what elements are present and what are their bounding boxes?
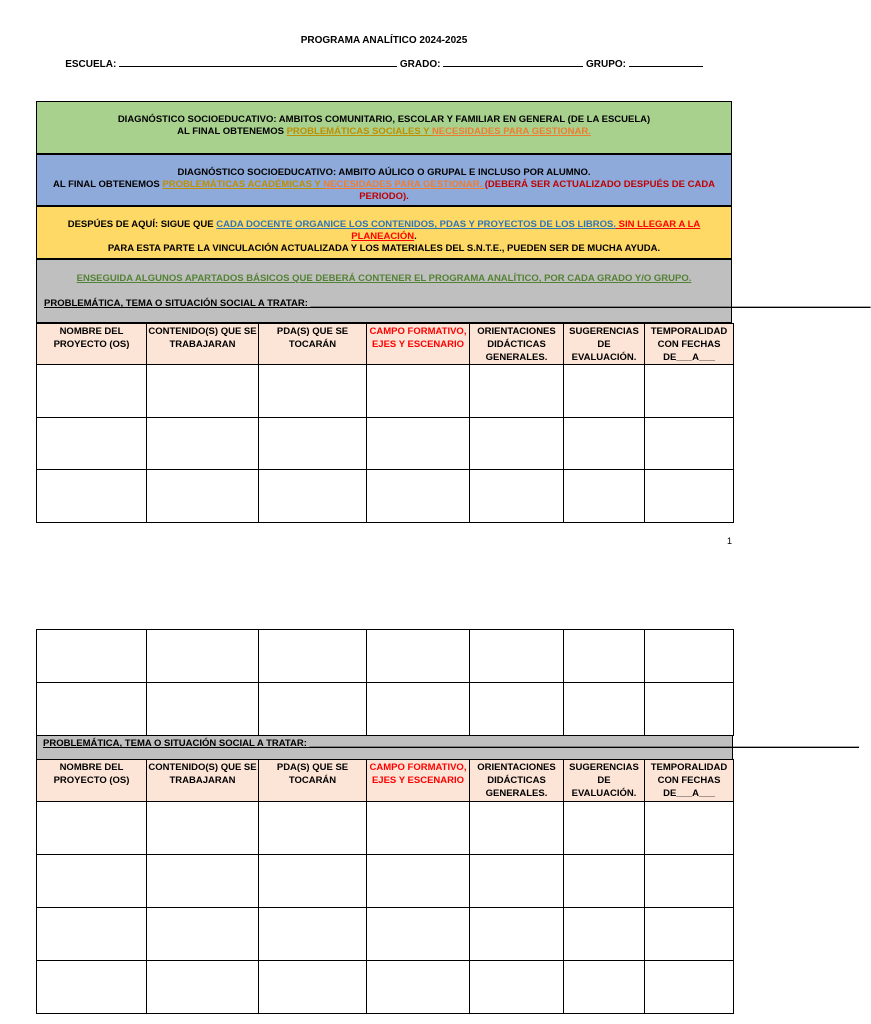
table-cell[interactable] [645,961,734,1014]
table-cell[interactable] [470,470,564,523]
header-sugerencias: SUGERENCIAS DE EVALUACIÓN. [564,760,645,802]
necesidades-link: NECESIDADES PARA GESTIONAR. [431,126,591,137]
header-nombre-proyecto: NOMBRE DEL PROYECTO (OS) [37,760,147,802]
problematica-text: PROBLEMÁTICA, TEMA O SITUACIÓN SOCIAL A TRATAR: [44,298,308,309]
escuela-blank-field[interactable] [119,57,397,67]
table-cell[interactable] [564,418,645,470]
table-cell[interactable] [147,365,259,418]
table-cell[interactable] [564,802,645,855]
table-cell[interactable] [645,683,734,736]
table-cell[interactable] [37,418,147,470]
table-cell[interactable] [367,418,470,470]
diagnostico-escuela-box [36,101,732,154]
grupo-blank-field[interactable] [629,57,703,67]
line-end: . [414,231,417,242]
line-prefix: AL FINAL OBTENEMOS [177,126,287,137]
diagnostico-aulico-line2 [37,179,731,203]
escuela-label: ESCUELA: [65,59,117,70]
table-cell[interactable] [645,802,734,855]
table-cell[interactable] [564,855,645,908]
problematica-label: PROBLEMÁTICA, TEMA O SITUACIÓN SOCIAL A TRATAR: __________________________________________________________________________________________________________ [44,298,871,309]
table-cell[interactable] [259,961,367,1014]
problematicas-academicas-link: PROBLEMÁTICAS ACADÉMICAS Y [162,179,324,190]
table-cell[interactable] [147,470,259,523]
table-cell[interactable] [367,470,470,523]
header-contenidos: CONTENIDO(S) QUE SE TRABAJARAN [147,324,259,365]
table-cell[interactable] [37,855,147,908]
table-cell[interactable] [259,855,367,908]
table-cell[interactable] [470,365,564,418]
table-row [37,855,734,908]
table-cell[interactable] [645,470,734,523]
header-orientaciones: ORIENTACIONES DIDÁCTICAS GENERALES. [470,324,564,365]
table-cell[interactable] [37,802,147,855]
actualizacion-note: (DEBERÁ SER ACTUALIZADO DESPUÉS DE CADA PERIODO). [359,179,716,202]
table-cell[interactable] [147,855,259,908]
table-cell[interactable] [645,855,734,908]
table-cell[interactable] [37,470,147,523]
despues-box [36,206,732,259]
header-campo-formativo: CAMPO FORMATIVO, EJES Y ESCENARIO [367,760,470,802]
table-cell[interactable] [645,908,734,961]
table-cell[interactable] [367,855,470,908]
table-cell[interactable] [564,908,645,961]
table-cell[interactable] [470,802,564,855]
header-temporalidad: TEMPORALIDAD CON FECHAS DE___A___ [645,324,734,365]
table-cell[interactable] [147,961,259,1014]
diagnostico-escuela-line1: DIAGNÓSTICO SOCIOEDUCATIVO: AMBITOS COMUNITARIO, ESCOLAR Y FAMILIAR EN GENERAL (DE LA ESCUELA) [117,114,651,125]
table-cell[interactable] [645,365,734,418]
sin-planeacion-link: SIN LLEGAR A LA PLANEACIÓN [351,219,701,242]
apartados-line: ENSEGUIDA ALGUNOS APARTADOS BÁSICOS QUE DEBERÁ CONTENER EL PROGRAMA ANALÍTICO, POR CADA GRADO Y/O GRUPO. [76,273,692,284]
header-nombre-proyecto: NOMBRE DEL PROYECTO (OS) [37,324,147,365]
table-cell[interactable] [564,630,645,683]
table-row [37,470,734,523]
table-cell[interactable] [367,630,470,683]
table-cell[interactable] [645,418,734,470]
diagnostico-aulico-box [36,154,732,206]
grado-blank-field[interactable] [443,57,583,67]
header-campo-formativo: CAMPO FORMATIVO, EJES Y ESCENARIO [367,324,470,365]
table-cell[interactable] [470,855,564,908]
line-prefix: AL FINAL OBTENEMOS [52,179,163,190]
table-cell[interactable] [645,630,734,683]
table-row [37,908,734,961]
table-header-row [37,324,734,365]
line-prefix: DESPÚES DE AQUÍ: SIGUE QUE [67,219,217,230]
header-temporalidad: TEMPORALIDAD CON FECHAS DE___A___ [645,760,734,802]
table-cell[interactable] [470,418,564,470]
table-cell[interactable] [147,418,259,470]
table-cell[interactable] [564,470,645,523]
table-row [37,365,734,418]
table-cell[interactable] [37,961,147,1014]
organice-contenidos-link: CADA DOCENTE ORGANICE LOS CONTENIDOS, PDAS Y PROYECTOS DE LOS LIBROS. [216,219,616,230]
table-cell[interactable] [147,802,259,855]
table-cell[interactable] [259,418,367,470]
table-cell[interactable] [259,908,367,961]
table-cell[interactable] [259,630,367,683]
table-cell[interactable] [37,365,147,418]
header-sugerencias: SUGERENCIAS DE EVALUACIÓN. [564,324,645,365]
grado-label: GRADO: [399,59,441,70]
page-number: 1 [727,536,733,546]
table-cell[interactable] [564,683,645,736]
table-cell[interactable] [470,630,564,683]
table-cell[interactable] [367,961,470,1014]
table-row [37,418,734,470]
table-cell[interactable] [147,630,259,683]
table-cell[interactable] [147,908,259,961]
programa-table-3 [36,759,734,1014]
header-form-line [0,57,768,70]
programa-table-2 [36,629,734,736]
problematica-text: PROBLEMÁTICA, TEMA O SITUACIÓN SOCIAL A TRATAR: [43,738,307,749]
page-title: PROGRAMA ANALÍTICO 2024-2025 [300,35,468,46]
table-cell[interactable] [564,365,645,418]
programa-table-1 [36,323,734,523]
table-cell[interactable] [367,683,470,736]
table-cell[interactable] [259,365,367,418]
table-cell[interactable] [470,683,564,736]
table-row [37,961,734,1014]
problematicas-sociales-link: PROBLEMÁTICAS SOCIALES Y [286,126,432,137]
table-cell[interactable] [470,908,564,961]
despues-line1 [37,219,731,243]
table-cell[interactable] [37,683,147,736]
table-cell[interactable] [259,683,367,736]
table-row [37,802,734,855]
table-cell[interactable] [37,630,147,683]
necesidades-link: NECESIDADES PARA GESTIONAR. [323,179,485,190]
table-row [37,630,734,683]
problematica-bar: PROBLEMÁTICA, TEMA O SITUACIÓN SOCIAL A TRATAR: ________________________________________________________________________________________________________ [36,735,733,759]
header-pdas: PDA(S) QUE SE TOCARÁN [259,760,367,802]
table-cell[interactable] [564,961,645,1014]
table-cell[interactable] [37,908,147,961]
header-orientaciones: ORIENTACIONES DIDÁCTICAS GENERALES. [470,760,564,802]
header-contenidos: CONTENIDO(S) QUE SE TRABAJARAN [147,760,259,802]
table-cell[interactable] [259,802,367,855]
table-cell[interactable] [259,470,367,523]
table-header-row [37,760,734,802]
apartados-box [36,259,871,323]
header-pdas: PDA(S) QUE SE TOCARÁN [259,324,367,365]
table-cell[interactable] [470,961,564,1014]
table-cell[interactable] [367,802,470,855]
table-cell[interactable] [147,683,259,736]
table-cell[interactable] [367,908,470,961]
table-row [37,683,734,736]
despues-line2: PARA ESTA PARTE LA VINCULACIÓN ACTUALIZADA Y LOS MATERIALES DEL S.N.T.E., PUEDEN SER DE MUCHA AYUDA. [107,243,661,254]
diagnostico-aulico-line1: DIAGNÓSTICO SOCIOEDUCATIVO: AMBITO AÚLICO O GRUPAL E INCLUSO POR ALUMNO. [177,167,591,178]
table-cell[interactable] [367,365,470,418]
diagnostico-escuela-line2 [37,126,731,138]
grupo-label: GRUPO: [586,59,627,70]
